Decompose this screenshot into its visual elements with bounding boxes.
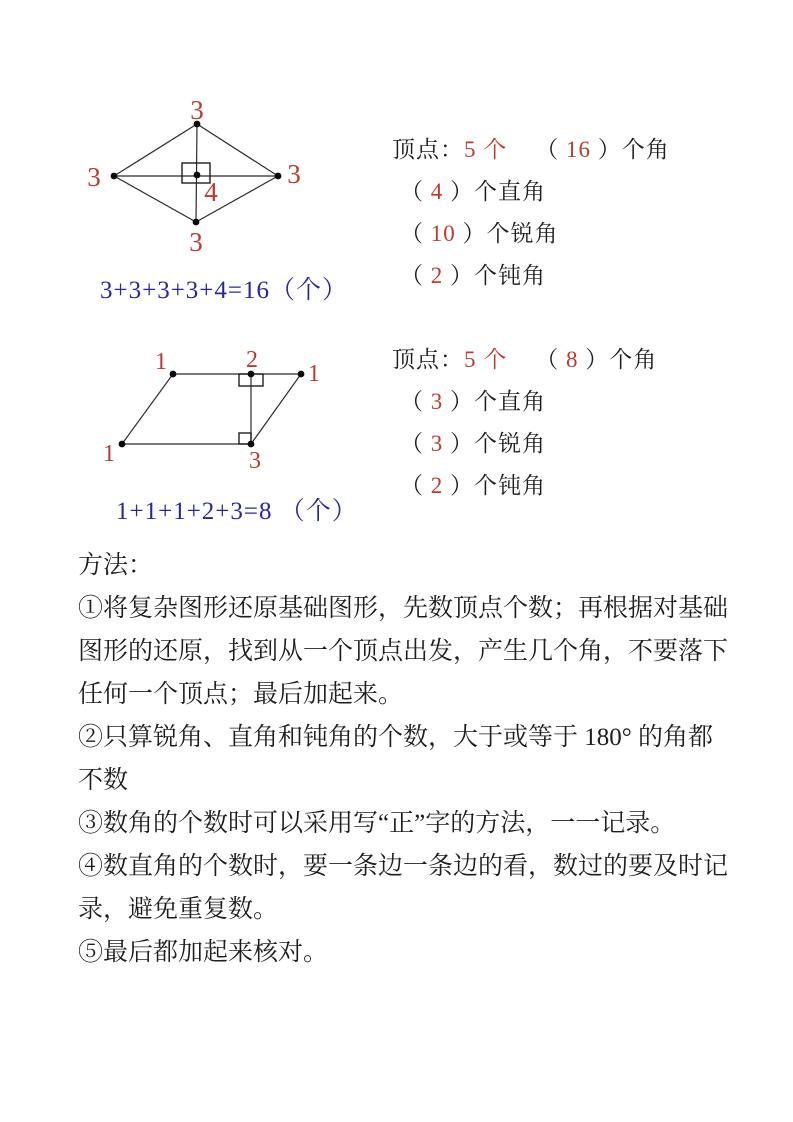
parallelogram-figure <box>85 347 345 480</box>
angle-count-label: 3 <box>249 448 261 474</box>
vertex-dot <box>298 371 305 378</box>
obtuse-angle-count: 2 <box>430 473 444 498</box>
figure1-answer-block <box>392 129 732 297</box>
right-angle-label: 个直角 <box>474 389 546 414</box>
vertex-dot <box>111 173 118 180</box>
acute-angle-label: 个锐角 <box>486 221 559 246</box>
rhombus-edge <box>114 124 197 176</box>
paren-open: （ <box>400 179 431 204</box>
method-line: ③数角的个数时可以采用写“正”字的方法，一一记录。 <box>78 810 676 837</box>
method-section <box>78 544 758 974</box>
paren-close: ） <box>443 431 474 456</box>
center-dot <box>194 172 201 179</box>
angle-count-label: 3 <box>287 159 301 189</box>
angle-count-label: 1 <box>103 441 115 467</box>
method-line: ④数直角的个数时，要一条边一条边的看，数过的要及时记 <box>78 853 729 880</box>
angle-unit-label: 个角 <box>621 137 670 162</box>
method-line: ①将复杂图形还原基础图形，先数顶点个数；再根据对基础 <box>78 595 729 622</box>
angle-total: 8 <box>566 347 579 372</box>
paren-open: （ <box>400 389 431 414</box>
acute-angle-count: 3 <box>430 431 444 456</box>
angle-count-label: 1 <box>308 361 320 387</box>
figure1-sum-formula: 3+3+3+3+4=16（个） <box>100 277 348 304</box>
vertex-angle-line <box>392 129 732 171</box>
vertex-dot <box>275 173 282 180</box>
right-angle-line <box>392 381 732 423</box>
paren-close: ） <box>455 221 487 246</box>
paren-close: ） <box>443 389 474 414</box>
angle-total: 16 <box>566 137 591 162</box>
angle-count-label: 3 <box>190 95 204 125</box>
method-line: 不数 <box>78 767 129 794</box>
paren-open: （ <box>535 137 566 162</box>
angle-count-label: 1 <box>155 349 167 375</box>
method-line: 录，避免重复数。 <box>78 896 279 923</box>
obtuse-angle-label: 个钝角 <box>474 473 546 498</box>
right-angle-count: 4 <box>430 179 444 204</box>
paren-close: ） <box>591 137 622 162</box>
right-angle-count: 3 <box>430 389 444 414</box>
figure2-sum-formula: 1+1+1+2+3=8 （个） <box>116 498 358 525</box>
right-angle-line <box>392 171 732 213</box>
angle-unit-label: 个角 <box>609 347 658 372</box>
angle-count-label: 3 <box>87 162 101 192</box>
vertex-label: 顶点： <box>392 347 464 372</box>
paren-close: ） <box>443 473 474 498</box>
vertex-dot <box>119 441 126 448</box>
vertex-dot <box>170 371 177 378</box>
paren-close: ） <box>443 179 474 204</box>
paren-open: （ <box>535 347 566 372</box>
paren-close: ） <box>443 263 474 288</box>
left-edge <box>122 374 173 444</box>
obtuse-angle-label: 个钝角 <box>474 263 546 288</box>
angle-count-label: 3 <box>189 227 203 257</box>
acute-angle-label: 个锐角 <box>474 431 546 456</box>
method-line: 图形的还原，找到从一个顶点出发，产生几个角，不要落下 <box>78 638 729 665</box>
rhombus-edge <box>197 124 278 176</box>
angle-count-label: 2 <box>246 347 258 373</box>
rhombus-figure <box>80 95 320 265</box>
vertex-count: 5 个 <box>464 137 508 162</box>
paren-close: ） <box>578 347 610 372</box>
angle-count-label: 4 <box>204 177 218 207</box>
paren-open: （ <box>400 431 431 456</box>
vertex-angle-line <box>392 339 732 381</box>
method-line: ②只算锐角、直角和钝角的个数，大于或等于 180° 的角都 <box>78 724 713 751</box>
right-edge <box>251 374 301 444</box>
acute-angle-line <box>392 423 732 465</box>
vertex-label: 顶点： <box>392 137 464 162</box>
paren-open: （ <box>400 263 431 288</box>
figure2-answer-block <box>392 339 732 507</box>
paren-open: （ <box>400 473 431 498</box>
acute-angle-line <box>392 213 732 255</box>
obtuse-angle-line <box>392 465 732 507</box>
vertex-dot <box>248 441 255 448</box>
obtuse-angle-line <box>392 255 732 297</box>
obtuse-angle-count: 2 <box>430 263 444 288</box>
method-line: ⑤最后都加起来核对。 <box>78 939 329 966</box>
vertex-count: 5 个 <box>464 347 508 372</box>
vertex-dot <box>193 219 200 226</box>
method-line: 任何一个顶点；最后加起来。 <box>78 681 404 708</box>
acute-angle-count: 10 <box>430 221 456 246</box>
paren-open: （ <box>400 221 431 246</box>
method-heading: 方法： <box>78 552 154 579</box>
right-angle-label: 个直角 <box>474 179 546 204</box>
